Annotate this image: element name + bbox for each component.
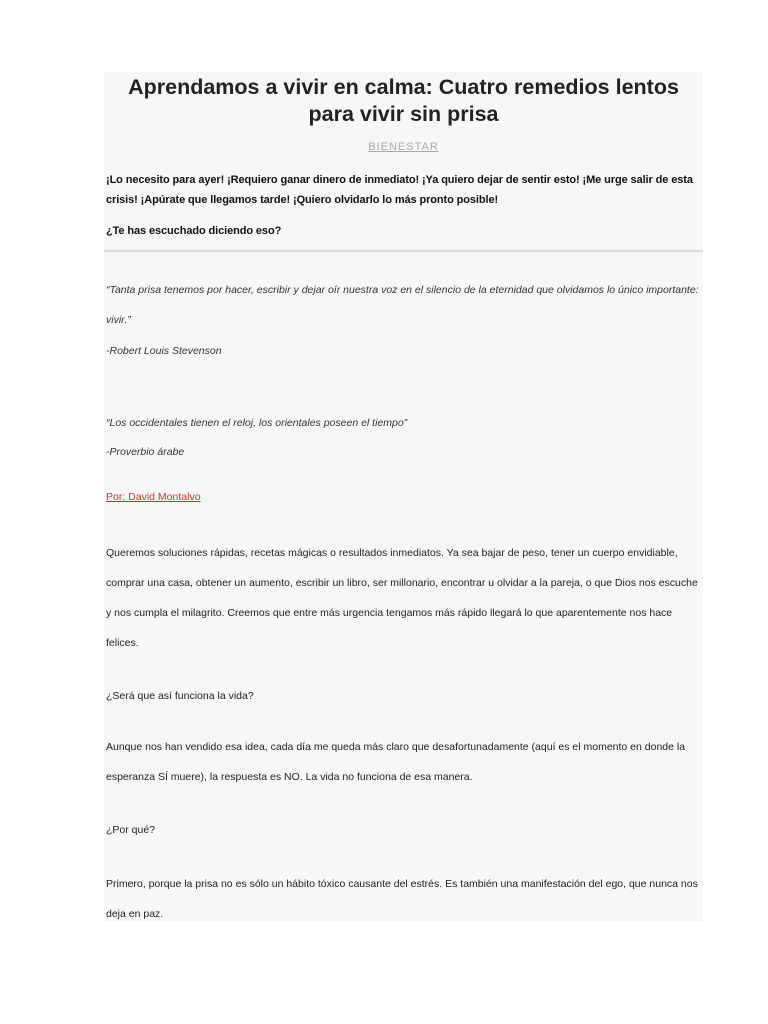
- lead-question: ¿Te has escuchado diciendo eso?: [106, 225, 282, 237]
- paragraph-3: Aunque nos han vendido esa idea, cada día me queda más claro que desafortunadamente (aquí es el momento en donde la esperanza SÍ muere), la respuesta es NO. La vida no funciona de esa manera.: [106, 741, 686, 783]
- lead-text: ¡Lo necesito para ayer! ¡Requiero ganar dinero de inmediato! ¡Ya quiero dejar de sentir esto! ¡Me urge salir de esta crisis! ¡Apúrate que llegamos tarde! ¡Quiero olvidarlo lo más pronto posible!: [106, 174, 693, 206]
- article-title: Aprendamos a vivir en calma: Cuatro remedios lentos para vivir sin prisa: [128, 75, 679, 126]
- quote-proverb: “Los occidentales tienen el reloj, los orientales poseen el tiempo”: [106, 417, 408, 429]
- quote-proverb-author: -Proverbio árabe: [106, 446, 185, 458]
- quote-stevenson: “Tanta prisa tenemos por hacer, escribir y dejar oír nuestra voz en el silencio de la eternidad que olvidamos lo único importante: vivir.”: [106, 284, 699, 326]
- paragraph-2: ¿Será que así funciona la vida?: [106, 690, 254, 702]
- paragraph-1: Queremos soluciones rápidas, recetas mágicas o resultados inmediatos. Ya sea bajar de peso, tener un cuerpo envidiable, comprar una casa, obtener un aumento, escribir un libro, ser millonario, encontrar u olvidar a la pareja, o que Dios nos escuche y nos cumpla el milagrito. Creemos que entre más urgencia tengamos más rápido llegará lo que aparentemente nos hace felices.: [106, 547, 698, 649]
- document-page: [104, 72, 703, 921]
- author-byline-link[interactable]: Por: David Montalvo: [106, 491, 201, 503]
- category-link[interactable]: BIENESTAR: [368, 141, 439, 153]
- divider: [104, 250, 703, 252]
- paragraph-4: ¿Por qué?: [106, 824, 156, 836]
- paragraph-5: Primero, porque la prisa no es sólo un hábito tóxico causante del estrés. Es también una manifestación del ego, que nunca nos deja en paz.: [106, 878, 698, 920]
- quote-stevenson-author: -Robert Louis Stevenson: [106, 345, 222, 357]
